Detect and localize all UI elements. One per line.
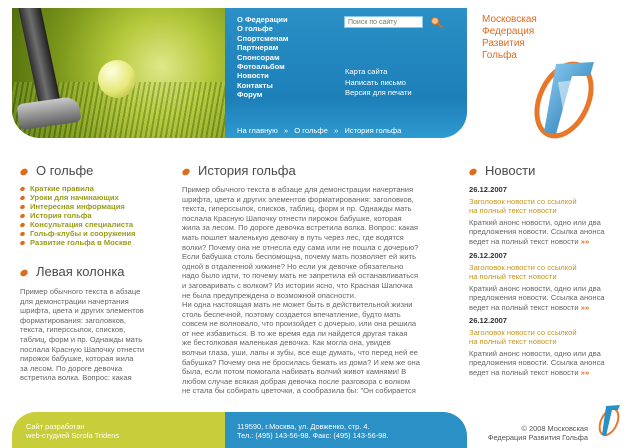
menu-label: Развитие гольфа в Москве xyxy=(30,238,132,247)
search-icon[interactable] xyxy=(430,15,444,29)
golf-ball-icon xyxy=(98,60,136,98)
bullet-icon xyxy=(19,213,25,219)
footer-contacts xyxy=(225,412,467,448)
bullet-icon xyxy=(19,204,25,210)
address-line: 119590, г.Москва, ул. Довженко, стр. 4. xyxy=(237,422,370,431)
copyright-line: Федерация Развития Гольфа xyxy=(487,433,588,442)
bullet-icon xyxy=(468,167,478,177)
text-line: текста, гиперссылок, списков, xyxy=(20,325,126,335)
menu-label: Краткие правила xyxy=(30,184,94,193)
text-line: Заголовок новости со ссылкой xyxy=(469,263,577,272)
developer-link[interactable]: web-студией Scrofa Tridens xyxy=(26,431,120,440)
brand-line: Гольфа xyxy=(482,50,517,61)
main-nav xyxy=(237,15,288,100)
text-line: за лесом. По дороге девочка xyxy=(20,363,123,373)
text-line: для демонстрации начертания xyxy=(20,296,129,306)
section-title-text: Новости xyxy=(485,163,536,178)
bullet-icon xyxy=(19,231,25,237)
menu-label: Интересная информация xyxy=(30,202,125,211)
text-line: ведет на полный текст новости xyxy=(469,367,579,377)
footer-logo-icon xyxy=(596,402,624,440)
breadcrumb-about-golf[interactable]: О гольфе xyxy=(294,126,328,135)
text-line: встретила волка. Вопрос: какая xyxy=(20,373,132,383)
bullet-icon xyxy=(181,167,191,177)
text-line: совсем не волновало, что произойдет с дочерью, или она решила xyxy=(182,319,417,329)
text-line: текста, гиперссылок, списков, таблиц, форм и пр. Однажды мать xyxy=(182,204,412,214)
text-line: Заголовок новости со ссылкой xyxy=(469,197,577,206)
nav-item[interactable]: О Федерации xyxy=(237,15,288,24)
text-line: пирожок бабушке, которая жила xyxy=(20,354,134,364)
text-line: была, если потом помогала набивать волчий живот камнями! В xyxy=(182,367,407,377)
news-date: 26.12.2007 xyxy=(469,185,508,194)
section-title-text: История гольфа xyxy=(198,163,296,178)
menu-item[interactable] xyxy=(20,211,136,220)
read-more-link[interactable]: »» xyxy=(580,236,590,246)
text-line: предложения новости. Ссылка анонса xyxy=(469,358,605,368)
breadcrumb-home[interactable]: На главную xyxy=(237,126,278,135)
text-line: форматирования: заголовков, xyxy=(20,315,126,325)
news-title xyxy=(469,163,535,178)
nav-item[interactable]: Форум xyxy=(237,90,263,100)
text-line: на полный текст новости xyxy=(469,206,557,215)
text-line: шрифта, цвета и других элементов форматирования: заголовков, xyxy=(182,194,414,204)
breadcrumb xyxy=(237,126,405,135)
golf-menu xyxy=(20,184,136,247)
text-line: одной в отдаленной хижине? Но если уж девочке обязательно xyxy=(182,261,404,271)
bullet-icon xyxy=(19,268,29,278)
text-line: предложения новости. Ссылка анонса xyxy=(469,227,605,237)
print-version-link[interactable]: Версия для печати xyxy=(345,88,412,97)
site-brand xyxy=(482,14,537,62)
section-title-text: О гольфе xyxy=(36,163,94,178)
menu-label: Уроки для начинающих xyxy=(30,193,119,202)
text-line: мать пошлет маленькую девочку в путь через лес, где водятся xyxy=(182,232,404,242)
menu-label: Гольф-клубы и сооружения xyxy=(30,229,136,238)
text-line: не стала бы собирать цветочки, а сообразила бы: "Он собирается xyxy=(182,386,416,396)
text-line: волки? Почему она не отнесла еду сама или не пошла с дочерью? xyxy=(182,242,419,252)
read-more-link[interactable]: »» xyxy=(580,302,590,312)
text-line: Пример обычного текста в абзаце для демонстрации начертания xyxy=(182,185,414,194)
breadcrumb-separator: » xyxy=(283,126,289,135)
nav-item[interactable]: Партнерам xyxy=(237,43,279,53)
footer-copyright xyxy=(470,424,588,442)
text-line: Краткий анонс новости, одно или два xyxy=(469,284,601,293)
header-panel xyxy=(225,8,467,138)
text-line: на полный текст новости xyxy=(469,272,557,281)
write-letter-link[interactable]: Написать письмо xyxy=(345,77,407,87)
utility-links xyxy=(345,67,412,99)
menu-item[interactable] xyxy=(20,238,136,247)
article-paragraph-1 xyxy=(182,185,464,300)
text-line: предложения новости. Ссылка анонса xyxy=(469,293,605,303)
text-line: от нее избавиться. В то же время еда ли найдется другая такая xyxy=(182,328,408,338)
text-line: послала Красную Шапочку отнести xyxy=(20,344,145,354)
breadcrumb-separator: » xyxy=(333,126,339,135)
text-line: послала Красную Шапочку отнести пирожок бабушке, которая xyxy=(182,213,402,223)
bullet-icon xyxy=(19,195,25,201)
text-line: не была предупреждена о возможной опасности. xyxy=(182,290,356,300)
breadcrumb-current: История гольфа xyxy=(344,126,402,135)
menu-item[interactable] xyxy=(20,220,136,229)
nav-item[interactable]: О гольфе xyxy=(237,24,273,34)
text-line: и заговаривать с волком? Из истории ясно, что Красная Шапочка xyxy=(182,280,413,290)
text-line: надо было идти, то почему мать не запретила ей останавливаться xyxy=(182,271,419,281)
text-line: таблиц, форм и пр. Однажды мать xyxy=(20,334,143,344)
nav-item[interactable]: Фотоальбом xyxy=(237,62,285,72)
news-summary xyxy=(469,349,634,377)
menu-label: История гольфа xyxy=(30,211,92,220)
news-date: 26.12.2007 xyxy=(469,251,508,260)
text-line: жила за лесом. По дороге девочка встретила волка. Вопрос: какая xyxy=(182,223,419,233)
text-line: же бестолковая маленькая девочка. Как могла она, увидев xyxy=(182,338,391,348)
about-golf-title xyxy=(20,163,93,178)
read-more-link[interactable]: »» xyxy=(580,367,590,377)
nav-item[interactable]: Спортсменам xyxy=(237,33,289,43)
nav-item[interactable]: Новости xyxy=(237,71,269,81)
search-input[interactable] xyxy=(344,16,423,28)
news-summary xyxy=(469,218,634,246)
menu-item[interactable] xyxy=(20,184,136,193)
copyright-line: © 2008 Московская xyxy=(521,424,588,433)
bullet-icon xyxy=(19,222,25,228)
phone-line: Тел.: (495) 143-56-98. Факс: (495) 143-56-98. xyxy=(237,431,389,440)
article-paragraph-2 xyxy=(182,300,464,396)
text-line: Краткий анонс новости, одно или два xyxy=(469,349,601,358)
left-column-title xyxy=(20,264,125,279)
left-column-text xyxy=(20,287,180,383)
text-line: ведет на полный текст новости xyxy=(469,236,579,246)
menu-item[interactable] xyxy=(20,229,136,238)
brand-line: Развития xyxy=(482,38,525,49)
text-line: Заголовок новости со ссылкой xyxy=(469,328,577,337)
text-line: волчьи глаза, уши, лапы и зубы, все еще думать, что перед ней ее xyxy=(182,347,418,357)
text-line: шрифта, цвета и других элементов xyxy=(20,306,144,316)
text-line: столь беспечной, поэтому создается впечатление, будто мать xyxy=(182,309,401,319)
sitemap-link[interactable]: Карта сайта xyxy=(345,67,388,76)
brand-line: Московская xyxy=(482,14,537,25)
footer-credits xyxy=(12,412,225,448)
credits-line: Сайт разработан xyxy=(26,422,85,431)
golf-history-title xyxy=(182,163,296,178)
bullet-icon xyxy=(19,186,25,192)
text-line: на полный текст новости xyxy=(469,337,557,346)
text-line: бабушка? Почему она не бросилась бежать из дома? И кем же она xyxy=(182,357,420,367)
nav-item[interactable]: Контакты xyxy=(237,80,273,90)
text-line: Краткий анонс новости, одно или два xyxy=(469,218,601,227)
news-summary xyxy=(469,284,634,312)
news-headline-link[interactable] xyxy=(469,328,629,346)
text-line: любом случае всякая добрая девочка после разговора с волком xyxy=(182,376,410,386)
news-headline-link[interactable] xyxy=(469,197,629,215)
news-date: 26.12.2007 xyxy=(469,316,508,325)
text-line: ведет на полный текст новости xyxy=(469,302,579,312)
news-headline-link[interactable] xyxy=(469,263,629,281)
hero-golf-image xyxy=(12,8,225,138)
nav-item[interactable]: Спонсорам xyxy=(237,52,280,62)
menu-item[interactable] xyxy=(20,202,136,211)
bullet-icon xyxy=(19,167,29,177)
menu-item[interactable] xyxy=(20,193,136,202)
bullet-icon xyxy=(19,240,25,246)
federation-logo-icon[interactable] xyxy=(526,56,612,142)
text-line: Если бабушка столь беспомощна, почему мать позволяет ей жить xyxy=(182,252,417,262)
brand-line: Федерация xyxy=(482,26,535,37)
menu-label: Консультация специалиста xyxy=(30,220,134,229)
section-title-text: Левая колонка xyxy=(36,264,125,279)
text-line: Пример обычного текста в абзаце xyxy=(20,287,141,296)
text-line: Ни одна настоящая мать не может быть в действительной жизни xyxy=(182,300,413,309)
